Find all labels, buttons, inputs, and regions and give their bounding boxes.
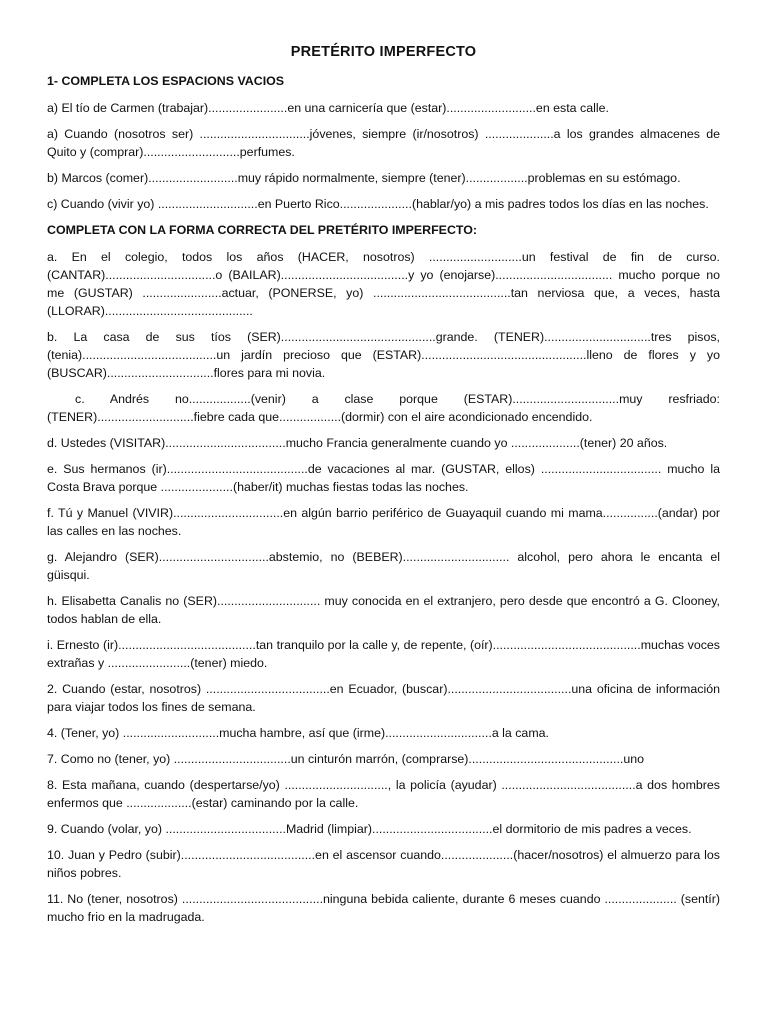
page-title: PRETÉRITO IMPERFECTO <box>290 44 477 60</box>
exercise-item: d. Ustedes (VISITAR)...................................mucho Francia generalmente cuando yo ....................(tener) 20 años. <box>47 436 668 450</box>
exercise-item: h. Elisabetta Canalis no (SER).............................. muy conocida en el extranjero, pero desde que encontró a G. Clooney, todos hablan de ella. <box>47 594 720 626</box>
exercise-item: a) El tío de Carmen (trabajar).......................en una carnicería que (estar)..........................en esta calle. <box>47 101 609 115</box>
exercise-item: e. Sus hermanos (ir).........................................de vacaciones al mar. (GUSTAR, ellos) ................................... mucho la Costa Brava porque .....................(haber/it) muchas fiestas todas las noches. <box>47 462 720 494</box>
section1-heading: 1- COMPLETA LOS ESPACIONS VACIOS <box>47 74 285 88</box>
exercise-item: 7. Como no (tener, yo) ..................................un cinturón marrón, (comprarse).............................................uno <box>47 752 645 766</box>
exercise-item: c. Andrés no..................(venir) a clase porque (ESTAR)...............................muy resfriado: (TENER)............................fiebre cada que..................(dormir) con el aire acondicionado encendido. <box>47 392 720 424</box>
exercise-item: c) Cuando (vivir yo) .............................en Puerto Rico.....................(hablar/yo) a mis padres todos los días en las noches. <box>47 197 709 211</box>
exercise-item: 9. Cuando (volar, yo) ...................................Madrid (limpiar)...................................el dormitorio de mis padres a veces. <box>47 822 692 836</box>
exercise-item: 2. Cuando (estar, nosotros) ....................................en Ecuador, (buscar)....................................una oficina de información para viajar todos los fines de semana. <box>47 682 720 714</box>
exercise-item: 4. (Tener, yo) ............................mucha hambre, así que (irme)...............................a la cama. <box>47 726 549 740</box>
exercise-item: a. En el colegio, todos los años (HACER, nosotros) ...........................un festival de fin de curso. (CANTAR)................................o (BAILAR).....................................y yo (enojarse).................................. mucho porque no me (GUSTAR) .......................actuar, (PONERSE, yo) ........................................tan nerviosa que, a veces, hasta (LLORAR)........................................... <box>47 250 720 318</box>
exercise-item: b) Marcos (comer)..........................muy rápido normalmente, siempre (tener)..................problemas en su estómago. <box>47 171 681 185</box>
exercise-item: a) Cuando (nosotros ser) ................................jóvenes, siempre (ir/nosotros) ....................a los grandes almacenes de Quito y (comprar)............................perfumes. <box>47 127 720 159</box>
exercise-item: 11. No (tener, nosotros) .........................................ninguna bebida caliente, durante 6 meses cuando ..................... (sentír) mucho frio en la madrugada. <box>47 892 720 924</box>
exercise-item: 10. Juan y Pedro (subir).......................................en el ascensor cuando.....................(hacer/nosotros) el almuerzo para los niños pobres. <box>47 848 720 880</box>
exercise-item: f. Tú y Manuel (VIVIR)................................en algún barrio periférico de Guayaquil cuando mi mama................(andar) por las calles en las noches. <box>47 506 720 538</box>
exercise-item: i. Ernesto (ir)........................................tan tranquilo por la calle y, de repente, (oír)...........................................muchas voces extrañas y ........................(tener) miedo. <box>47 638 720 670</box>
exercise-item: b. La casa de sus tíos (SER).............................................grande. (TENER)...............................tres pisos, (tenia).......................................un jardín precioso que (ESTAR)................................................lleno de flores y yo (BUSCAR)...............................flores para mi novia. <box>47 330 720 380</box>
exercise-item: 8. Esta mañana, cuando (despertarse/yo) .............................., la policía (ayudar) .......................................a dos hombres enfermos que ...................(estar) caminando por la calle. <box>47 778 720 810</box>
exercise-item: g. Alejandro (SER)................................abstemio, no (BEBER)............................... alcohol, pero ahora le encanta el güisqui. <box>47 550 720 582</box>
section2-heading: COMPLETA CON LA FORMA CORRECTA DEL PRETÉRITO IMPERFECTO: <box>47 223 477 237</box>
